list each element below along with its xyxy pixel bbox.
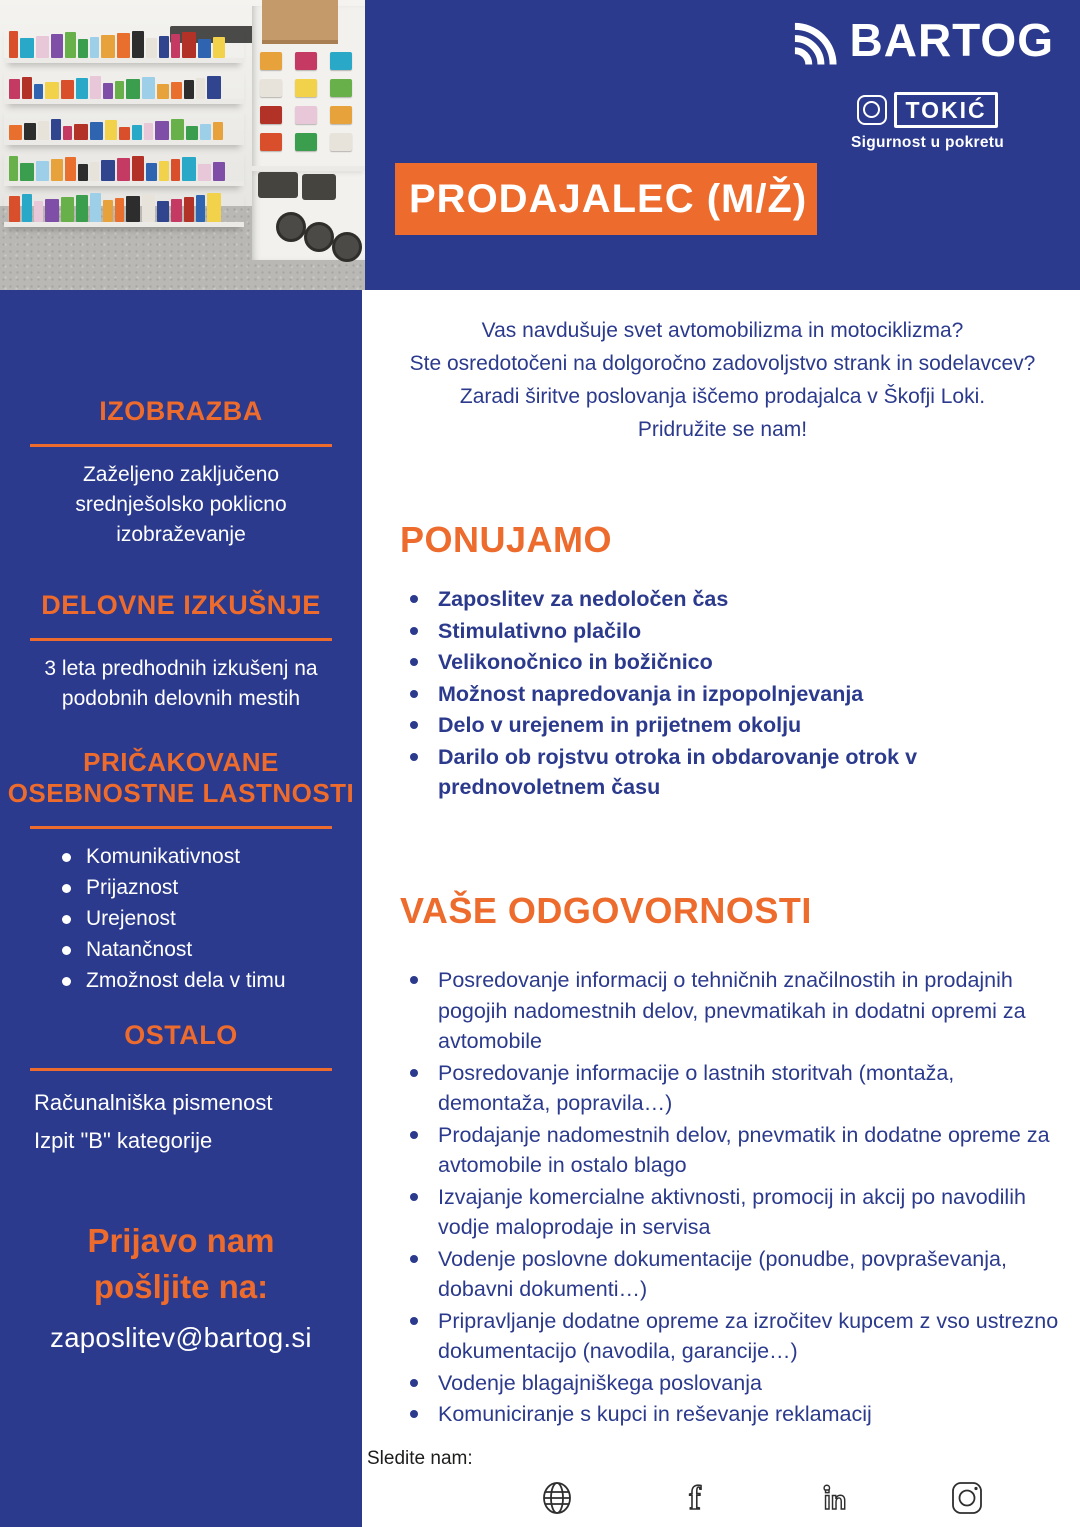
photo-product	[159, 161, 169, 181]
trait-item: Zmožnost dela v timu	[62, 966, 362, 996]
photo-hanging-pack	[260, 106, 282, 124]
photo-product	[63, 126, 72, 140]
sidebar	[0, 290, 362, 1527]
photo-product	[159, 36, 169, 58]
photo-product	[196, 195, 205, 222]
offer-list	[400, 584, 1058, 803]
photo-shelf-row	[4, 186, 244, 227]
photo-product	[103, 83, 113, 99]
job-title: PRODAJALEC (M/Ž)	[409, 176, 808, 221]
photo-product	[90, 122, 103, 140]
photo-product	[78, 164, 88, 181]
photo-product	[105, 120, 117, 140]
photo-product	[186, 126, 198, 140]
photo-product	[36, 161, 49, 181]
photo-product	[117, 158, 130, 181]
photo-cardboard-box	[262, 0, 338, 44]
tokic-tagline: Sigurnost u pokretu	[851, 134, 1004, 151]
responsibility-item: Komuniciranje s kupci in reševanje reklamacij	[424, 1399, 1060, 1430]
photo-product	[51, 159, 63, 181]
offer-item: Možnost napredovanja in izpopolnjevanja	[424, 679, 1058, 710]
photo-hanging-pack	[330, 79, 352, 97]
photo-shelf-row	[4, 104, 244, 145]
photo-product	[157, 84, 169, 99]
photo-product	[115, 81, 124, 99]
photo-product	[76, 78, 88, 99]
photo-shelf-edge	[252, 166, 365, 171]
facebook-icon[interactable]	[675, 1478, 715, 1518]
sidebar-heading-ostalo: OSTALO	[124, 1020, 238, 1050]
photo-product	[9, 156, 18, 181]
photo-product	[51, 119, 61, 140]
photo-product	[146, 38, 157, 58]
responsibility-item: Pripravljanje dodatne opreme za izročitev kupcem z vso ustrezno dokumentacijo (navodila, garancije…)	[424, 1306, 1060, 1367]
photo-product	[22, 194, 32, 222]
photo-product	[198, 39, 211, 58]
tokic-logo-text: TOKIĆ	[894, 92, 997, 128]
photo-product	[171, 199, 182, 222]
main-content	[365, 290, 1080, 1527]
photo-product	[171, 82, 182, 99]
photo-product	[9, 31, 18, 58]
responsibility-item: Izvajanje komercialne aktivnosti, promocij in akcij po navodilih vodje maloprodaje in servisa	[424, 1182, 1060, 1243]
responsibility-item: Vodenje poslovne dokumentacije (ponudbe, povpraševanja, dobavni dokumenti…)	[424, 1244, 1060, 1305]
bartog-arcs-icon	[788, 16, 840, 68]
photo-product	[90, 76, 101, 99]
svg-text:in: in	[823, 1486, 847, 1515]
divider	[30, 638, 332, 641]
photo-shelf-row	[4, 145, 244, 186]
photo-product	[9, 125, 22, 140]
photo-product	[119, 127, 130, 140]
bartog-logo	[788, 12, 1055, 68]
linkedin-icon[interactable]	[815, 1478, 855, 1518]
photo-product	[182, 32, 196, 58]
photo-product	[65, 157, 76, 181]
photo-product	[61, 197, 74, 222]
job-title-banner	[395, 163, 817, 235]
photo-product	[74, 124, 88, 140]
photo-product	[115, 198, 124, 222]
trait-item: Komunikativnost	[62, 842, 362, 872]
photo-product	[196, 78, 205, 99]
svg-text:f: f	[689, 1480, 701, 1517]
photo-product	[90, 37, 99, 58]
intro-line: Pridružite se nam!	[637, 418, 808, 441]
photo-product	[213, 162, 225, 181]
responsibility-item: Prodajanje nadomestnih delov, pnevmatik in dodatne opreme za avtomobile in ostalo blago	[424, 1120, 1060, 1181]
photo-product	[132, 156, 144, 181]
photo-product	[20, 38, 34, 58]
follow-label: Sledite nam:	[367, 1448, 473, 1469]
photo-product	[142, 77, 155, 99]
photo-product	[117, 33, 130, 58]
store-photo	[0, 0, 365, 290]
photo-hanging-pack	[260, 133, 282, 151]
photo-product	[126, 79, 140, 99]
photo-product	[36, 36, 49, 58]
intro-line: Ste osredotočeni na dolgoročno zadovoljstvo strank in sodelavcev?	[409, 352, 1036, 375]
photo-product	[22, 77, 32, 99]
sidebar-text-izkusnje: 3 leta predhodnih izkušenj na podobnih delovnih mestih	[44, 657, 318, 710]
divider	[30, 1068, 332, 1071]
tokic-o-icon	[857, 95, 887, 125]
photo-disc	[276, 212, 306, 242]
apply-email[interactable]: zaposlitev@bartog.si	[50, 1322, 312, 1353]
offer-heading: PONUJAMO	[400, 519, 613, 560]
offer-item: Delo v urejenem in prijetnem okolju	[424, 710, 1058, 741]
sidebar-heading-izobrazba: IZOBRAZBA	[99, 396, 263, 426]
responsibilities-list	[400, 965, 1060, 1430]
sidebar-traits-list	[0, 842, 362, 996]
photo-hanging-pack	[295, 133, 317, 151]
photo-hanging-pack	[330, 52, 352, 70]
offer-item: Velikonočnico in božičnico	[424, 647, 1058, 678]
photo-product	[76, 195, 88, 222]
sidebar-heading-lastnosti: PRIČAKOVANE OSEBNOSTNE LASTNOSTI	[7, 747, 355, 808]
offer-section	[400, 520, 1058, 804]
photo-left-shelves	[4, 22, 244, 232]
photo-product	[101, 160, 115, 181]
photo-product	[213, 122, 223, 140]
intro-line: Vas navdušuje svet avtomobilizma in motociklizma?	[481, 319, 964, 342]
photo-product	[200, 124, 211, 140]
sidebar-heading-izkusnje: DELOVNE IZKUŠNJE	[41, 590, 321, 620]
photo-case	[258, 172, 298, 198]
photo-case	[302, 174, 336, 200]
website-icon[interactable]	[537, 1478, 577, 1518]
responsibility-item: Posredovanje informacij o tehničnih značilnostih in prodajnih pogojih nadomestnih delov, pnevmatikah in dodatni opremi za avtomobile	[424, 965, 1060, 1057]
photo-product	[126, 196, 140, 222]
photo-hanging-pack	[295, 79, 317, 97]
ostalo-line: Izpit "B" kategorije	[34, 1128, 213, 1153]
photo-product	[144, 123, 153, 140]
photo-product	[171, 159, 180, 181]
responsibilities-heading: VAŠE ODGOVORNOSTI	[400, 890, 812, 931]
photo-product	[34, 84, 43, 99]
photo-product	[101, 35, 115, 58]
divider	[30, 826, 332, 829]
offer-item: Stimulativno plačilo	[424, 616, 1058, 647]
photo-product	[24, 123, 36, 140]
photo-product	[9, 196, 20, 222]
offer-item: Darilo ob rojstvu otroka in obdarovanje otrok v prednovoletnem času	[424, 742, 1058, 803]
photo-product	[157, 201, 169, 222]
apply-cta: Prijavo nam pošljite na:	[87, 1222, 275, 1305]
photo-hanging-pack	[295, 106, 317, 124]
photo-disc	[304, 222, 334, 252]
photo-product	[20, 163, 34, 181]
intro-line: Zaradi širitve poslovanja iščemo prodajalca v Škofji Loki.	[459, 385, 986, 408]
trait-item: Prijaznost	[62, 873, 362, 903]
photo-product	[213, 37, 225, 58]
photo-product	[45, 82, 59, 99]
responsibilities-section	[400, 891, 1060, 1431]
photo-product	[146, 163, 157, 181]
bartog-logo-text: BARTOG	[849, 14, 1054, 66]
offer-item: Zaposlitev za nedoločen čas	[424, 584, 1058, 615]
photo-product	[198, 164, 211, 181]
photo-product	[51, 34, 63, 58]
photo-product	[34, 201, 43, 222]
photo-hanging-pack	[330, 106, 352, 124]
photo-product	[45, 199, 59, 222]
photo-product	[103, 200, 113, 222]
tokic-logo	[851, 92, 1004, 152]
responsibility-item: Vodenje blagajniškega poslovanja	[424, 1368, 1060, 1399]
photo-hanging-pack	[330, 133, 352, 151]
photo-product	[182, 157, 196, 181]
photo-product	[171, 34, 180, 58]
photo-product	[171, 119, 184, 140]
photo-product	[142, 194, 155, 222]
photo-product	[207, 76, 221, 99]
ostalo-line: Računalniška pismenost	[34, 1090, 273, 1115]
photo-product	[155, 121, 169, 140]
photo-product	[184, 80, 194, 99]
photo-disc	[332, 232, 362, 262]
instagram-icon[interactable]	[947, 1478, 987, 1518]
trait-item: Urejenost	[62, 904, 362, 934]
photo-hanging-pack	[260, 52, 282, 70]
photo-product	[65, 32, 76, 58]
photo-product	[78, 39, 88, 58]
photo-product	[90, 162, 99, 181]
photo-hanging-pack	[260, 79, 282, 97]
responsibility-item: Posredovanje informacije o lastnih storitvah (montaža, demontaža, popravila…)	[424, 1058, 1060, 1119]
photo-floor-discs	[262, 212, 365, 282]
photo-product	[90, 193, 101, 222]
sidebar-text-izobrazba: Zaželjeno zaključeno srednješolsko poklicno izobraževanje	[75, 463, 287, 546]
photo-product	[132, 31, 144, 58]
photo-product	[61, 80, 74, 99]
photo-hanging-pack	[295, 52, 317, 70]
sidebar-ostalo-lines	[0, 1084, 362, 1160]
intro-paragraph	[403, 314, 1043, 446]
header	[365, 0, 1080, 290]
divider	[30, 444, 332, 447]
photo-shelf-row	[4, 22, 244, 63]
photo-product	[132, 125, 142, 140]
trait-item: Natančnost	[62, 935, 362, 965]
photo-product	[184, 197, 194, 222]
photo-shelf-row	[4, 63, 244, 104]
photo-product	[9, 79, 20, 99]
photo-product	[38, 121, 49, 140]
photo-product	[207, 193, 221, 222]
